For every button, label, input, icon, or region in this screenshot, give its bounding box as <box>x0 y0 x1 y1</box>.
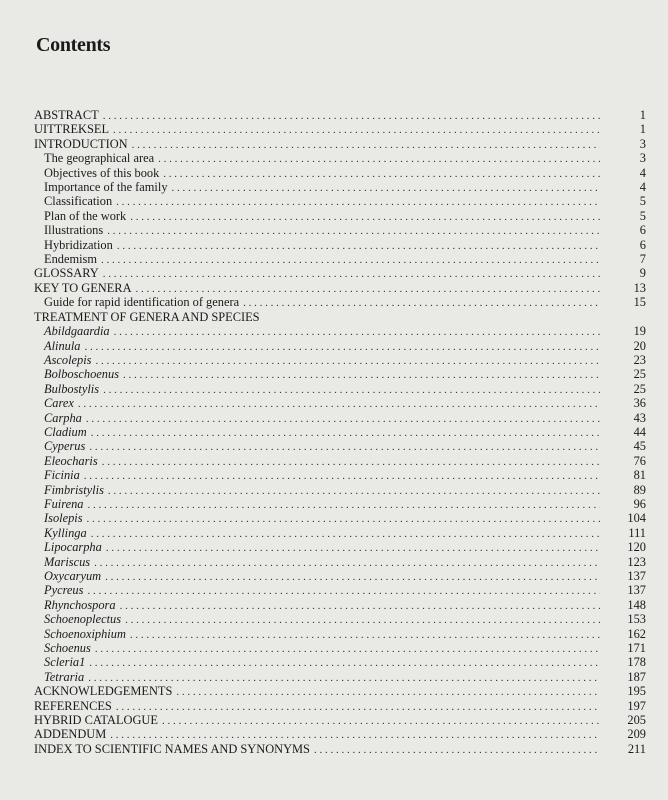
toc-entry-page-number: 171 <box>627 641 646 656</box>
toc-entry <box>34 411 646 425</box>
dot-leader <box>130 210 600 224</box>
toc-entry-page-number: 45 <box>633 439 646 454</box>
dot-leader <box>101 253 600 267</box>
toc-entry <box>34 713 646 727</box>
toc-entry-label: INTRODUCTION <box>34 136 128 151</box>
dot-leader <box>314 743 600 757</box>
toc-entry <box>34 439 646 453</box>
toc-entry-label: Isolepis <box>44 511 83 526</box>
toc-entry <box>34 353 646 367</box>
toc-entry-label: Kyllinga <box>44 525 87 540</box>
toc-entry <box>34 180 646 194</box>
toc-entry-page-number: 89 <box>633 482 646 497</box>
toc-entry-label: Endemism <box>44 252 97 267</box>
toc-entry <box>34 742 646 756</box>
toc-entry <box>34 511 646 525</box>
toc-entry-label: Schoenus <box>44 641 91 656</box>
toc-entry <box>34 266 646 280</box>
toc-entry-page-number: 211 <box>627 741 646 756</box>
toc-entry-page-number: 111 <box>628 525 646 540</box>
dot-leader <box>84 340 600 354</box>
toc-entry-label: HYBRID CATALOGUE <box>34 713 158 728</box>
toc-entry <box>34 209 646 223</box>
toc-entry-page-number: 1 <box>639 108 646 122</box>
toc-entry <box>34 223 646 237</box>
dot-leader <box>172 181 600 195</box>
toc-entry-page-number: 195 <box>627 684 646 699</box>
dot-leader <box>91 426 600 440</box>
toc-entry <box>34 194 646 208</box>
dot-leader <box>158 152 600 166</box>
toc-entry-label: UITTREKSEL <box>34 122 110 137</box>
toc-entry-label: Objectives of this book <box>44 165 160 180</box>
toc-entry-page-number: 3 <box>639 136 646 151</box>
dot-leader <box>108 484 600 498</box>
toc-entry-label: Schoenoxiphium <box>44 626 126 641</box>
dot-leader <box>96 354 601 368</box>
dot-leader <box>88 671 600 685</box>
toc-entry <box>34 655 646 669</box>
toc-entry <box>34 468 646 482</box>
dot-leader <box>103 383 600 397</box>
toc-entry-page-number: 76 <box>633 453 646 468</box>
toc-entry <box>34 137 646 151</box>
toc-entry-page-number: 19 <box>633 324 646 339</box>
toc-entry <box>34 382 646 396</box>
dot-leader <box>87 512 600 526</box>
toc-entry-page-number: 36 <box>633 396 646 411</box>
toc-entry <box>34 454 646 468</box>
toc-entry-page-number: 81 <box>633 468 646 483</box>
dot-leader <box>87 498 600 512</box>
toc-entry-page-number: 123 <box>627 554 646 569</box>
toc-entry-page-number: 4 <box>639 180 646 195</box>
dot-leader <box>176 685 600 699</box>
toc-entry-page-number: 137 <box>627 583 646 598</box>
dot-leader <box>91 527 600 541</box>
toc-entry-label: The geographical area <box>44 151 155 166</box>
dot-leader <box>84 469 600 483</box>
toc-entry-label: Cladium <box>44 424 87 439</box>
dot-leader <box>113 123 600 137</box>
toc-entry-page-number: 3 <box>639 151 646 166</box>
toc-entry-label: Lipocarpha <box>44 540 102 555</box>
dot-leader <box>89 656 600 670</box>
toc-entry-page-number: 20 <box>633 338 646 353</box>
toc-entry-label: Bolboschoenus <box>44 367 120 382</box>
toc-entry <box>34 627 646 641</box>
toc-entry-page-number: 25 <box>633 367 646 382</box>
toc-entry-page-number: 6 <box>639 223 646 238</box>
toc-entry <box>34 598 646 612</box>
toc-entry-page-number: 205 <box>627 713 646 728</box>
dot-leader <box>123 368 600 382</box>
toc-entry <box>34 540 646 554</box>
toc-entry <box>34 339 646 353</box>
dot-leader <box>116 700 600 714</box>
toc-entry-page-number: 43 <box>633 410 646 425</box>
dot-leader <box>162 714 600 728</box>
dot-leader <box>95 642 600 656</box>
toc-entry-page-number: 120 <box>627 540 646 555</box>
toc-entry <box>34 324 646 338</box>
dot-leader <box>106 541 600 555</box>
toc-entry <box>34 727 646 741</box>
toc-entry-page-number: 209 <box>627 727 646 742</box>
toc-entry <box>34 699 646 713</box>
dot-leader <box>116 195 600 209</box>
dot-leader <box>87 584 600 598</box>
toc-entry-label: Oxycaryum <box>44 569 102 583</box>
dot-leader <box>125 613 600 627</box>
toc-entry <box>34 670 646 684</box>
toc-entry-label: Cyperus <box>44 439 86 454</box>
toc-entry-label: Scleria1 <box>44 655 86 670</box>
toc-entry <box>34 108 646 122</box>
toc-entry-page-number: 4 <box>639 165 646 180</box>
toc-entry-label: KEY TO GENERA <box>34 280 132 295</box>
toc-entry-label: Tetraria <box>44 669 85 684</box>
toc-entry-page-number: 5 <box>639 194 646 209</box>
toc-entry-page-number: 5 <box>639 208 646 223</box>
toc-entry <box>34 238 646 252</box>
toc-entry-label: TREATMENT OF GENERA AND SPECIES <box>34 309 260 324</box>
toc-entry-page-number: 15 <box>633 295 646 310</box>
toc-entry-label: Schoenoplectus <box>44 612 122 627</box>
toc-entry-label: Importance of the family <box>44 180 168 195</box>
toc-entry-label: Mariscus <box>44 554 91 569</box>
toc-entry-label: INDEX TO SCIENTIFIC NAMES AND SYNONYMS <box>34 741 310 756</box>
toc-entry-label: Rhynchospora <box>44 597 116 612</box>
toc-entry-label: REFERENCES <box>34 698 112 713</box>
toc-entry-label: Alinula <box>44 338 81 353</box>
toc-entry <box>34 684 646 698</box>
toc-entry <box>34 281 646 295</box>
toc-entry-label: Illustrations <box>44 223 104 238</box>
dot-leader <box>117 239 600 253</box>
dot-leader <box>107 224 600 238</box>
toc-entry-label: ADDENDUM <box>34 727 107 742</box>
toc-entry-label: ABSTRACT <box>34 108 99 122</box>
toc-entry <box>34 612 646 626</box>
toc-entry <box>34 122 646 136</box>
dot-leader <box>114 325 600 339</box>
toc-entry <box>34 569 646 583</box>
dot-leader <box>110 728 600 742</box>
toc-entry <box>34 641 646 655</box>
toc-entry <box>34 555 646 569</box>
toc-entry-page-number: 153 <box>627 612 646 627</box>
toc-entry-label: Hybridization <box>44 237 113 252</box>
dot-leader <box>163 167 600 181</box>
toc-entry <box>34 252 646 266</box>
toc-entry <box>34 497 646 511</box>
dot-leader <box>89 440 600 454</box>
toc-entry-label: Guide for rapid identification of genera <box>44 295 240 310</box>
toc-entry <box>34 310 646 324</box>
toc-entry-label: ACKNOWLEDGEMENTS <box>34 684 173 699</box>
toc-entry <box>34 483 646 497</box>
dot-leader <box>243 296 600 310</box>
dot-leader <box>103 267 600 281</box>
toc-entry-page-number: 23 <box>633 352 646 367</box>
dot-leader <box>120 599 600 613</box>
dot-leader <box>102 455 600 469</box>
toc-entry <box>34 295 646 309</box>
toc-entry-page-number: 1 <box>639 122 646 137</box>
toc-entry <box>34 425 646 439</box>
toc-entry <box>34 151 646 165</box>
toc-entry-page-number: 44 <box>633 424 646 439</box>
toc-entry-page-number: 9 <box>639 266 646 281</box>
toc-entry-page-number: 187 <box>627 669 646 684</box>
dot-leader <box>105 570 600 584</box>
toc-entry-page-number: 13 <box>633 280 646 295</box>
toc-entry-page-number: 104 <box>627 511 646 526</box>
toc-entry-page-number: 96 <box>633 496 646 511</box>
dot-leader <box>136 282 600 296</box>
toc-entry-page-number: 137 <box>627 569 646 583</box>
toc-entry-label: Ascolepis <box>44 352 92 367</box>
toc-entry-label: Fuirena <box>44 496 84 511</box>
toc-entry <box>34 396 646 410</box>
toc-entry-page-number: 7 <box>639 252 646 267</box>
toc-entry-label: Plan of the work <box>44 208 127 223</box>
toc-entry-label: Bulbostylis <box>44 381 100 396</box>
dot-leader <box>86 412 600 426</box>
toc-entry-page-number: 162 <box>627 626 646 641</box>
toc-entry-label: Classification <box>44 194 113 209</box>
toc-entry-label: Fimbristylis <box>44 482 104 497</box>
toc-entry-label: Carpha <box>44 410 82 425</box>
dot-leader <box>78 397 600 411</box>
toc-entry-label: Carex <box>44 396 74 411</box>
toc-entry <box>34 583 646 597</box>
toc-entry-page-number: 25 <box>633 381 646 396</box>
toc-entry-page-number: 6 <box>639 237 646 252</box>
toc-entry <box>34 367 646 381</box>
toc-entry-page-number: 148 <box>627 597 646 612</box>
toc-entry-label: GLOSSARY <box>34 266 99 281</box>
toc-entry-page-number: 197 <box>627 698 646 713</box>
toc-entry <box>34 166 646 180</box>
toc-entry-page-number: 178 <box>627 655 646 670</box>
toc-entry-label: Pycreus <box>44 583 84 598</box>
table-of-contents <box>34 108 646 756</box>
dot-leader <box>103 109 600 123</box>
toc-entry-label: Ficinia <box>44 468 80 483</box>
dot-leader <box>132 138 600 152</box>
dot-leader <box>94 556 600 570</box>
toc-entry-label: Abildgaardia <box>44 324 110 339</box>
page-title: Contents <box>36 34 111 56</box>
dot-leader <box>130 628 600 642</box>
toc-entry-label: Eleocharis <box>44 453 98 468</box>
toc-entry <box>34 526 646 540</box>
